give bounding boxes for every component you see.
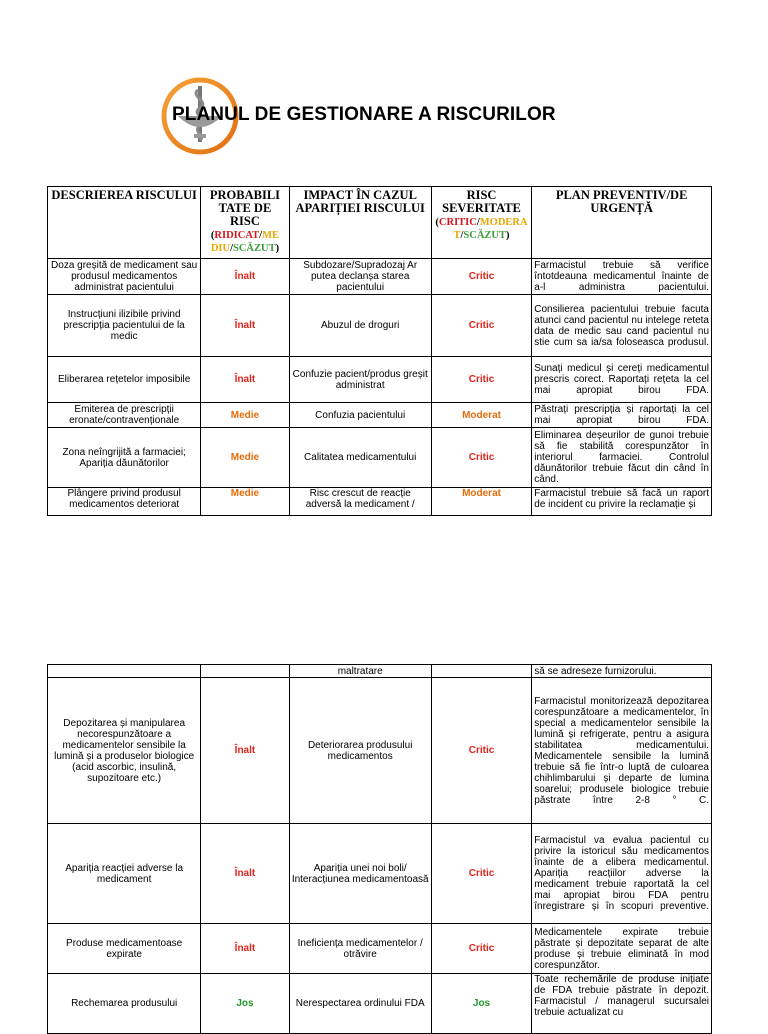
risk-description: Doza greșită de medicament sau produsul medicamentos administrat pacientului — [48, 259, 201, 295]
risk-probability: Medie — [201, 428, 289, 488]
risk-severity: Moderat — [431, 403, 532, 428]
risk-probability: Înalt — [201, 678, 289, 824]
risk-table-page-1 — [47, 186, 712, 516]
table-row — [48, 259, 712, 295]
risk-severity: Critic — [431, 357, 532, 403]
risk-probability: Înalt — [201, 924, 289, 974]
risk-probability — [201, 665, 289, 678]
risk-severity: Jos — [431, 974, 532, 1034]
risk-severity: Critic — [431, 295, 532, 357]
risk-impact: Confuzie pacient/produs greșit administrat — [289, 357, 431, 403]
risk-description: Eliberarea rețetelor imposibile — [48, 357, 201, 403]
risk-severity — [431, 665, 532, 678]
table-row — [48, 924, 712, 974]
header-impact: IMPACT ÎN CAZUL APARIȚIEI RISCULUI — [289, 187, 431, 259]
risk-severity: Critic — [431, 824, 532, 924]
risk-severity: Critic — [431, 924, 532, 974]
risk-description: Emiterea de prescripții eronate/contravenționale — [48, 403, 201, 428]
risk-impact: Nerespectarea ordinului FDA — [289, 974, 431, 1034]
risk-impact: Subdozare/Supradozaj Ar putea declanșa starea pacientului — [289, 259, 431, 295]
risk-impact: Ineficiența medicamentelor / otrăvire — [289, 924, 431, 974]
risk-impact: Apariția unei noi boli/ Interacțiunea medicamentoasă — [289, 824, 431, 924]
risk-description: Rechemarea produsului — [48, 974, 201, 1034]
risk-impact: Deteriorarea produsului medicamentos — [289, 678, 431, 824]
risk-plan: Sunați medicul și cereți medicamentul prescris corect. Raportați rețeta la cel mai apropiat birou FDA. — [532, 357, 712, 403]
risk-severity: Critic — [431, 428, 532, 488]
table-row — [48, 488, 712, 516]
table-row — [48, 403, 712, 428]
header-probability: PROBABILI TATE DE RISC (RIDICAT/ME DIU/SCĂZUT) — [201, 187, 289, 259]
risk-table-page-2 — [47, 664, 712, 1034]
risk-probability: Înalt — [201, 295, 289, 357]
risk-severity: Moderat — [431, 488, 532, 516]
risk-probability: Medie — [201, 403, 289, 428]
risk-plan: Farmacistul va evalua pacientul cu privire la istoricul său medicamentos înainte de a elibera medicamentul. Apariția reacțiilor adverse la medicament trebuie raportată la cel mai apropiat birou FDA pentru înregistrare și în scopuri preventive. — [532, 824, 712, 924]
table-row — [48, 824, 712, 924]
risk-impact: maltratare — [289, 665, 431, 678]
risk-impact: Risc crescut de reacție adversă la medicament / — [289, 488, 431, 516]
risk-description: Produse medicamentoase expirate — [48, 924, 201, 974]
severity-legend: (CRITIC/MODERA T/SCĂZUT) — [435, 217, 528, 241]
table-row — [48, 428, 712, 488]
risk-description: Apariția reacției adverse la medicament — [48, 824, 201, 924]
risk-description: Zona neîngrijită a farmaciei; Apariția dăunătorilor — [48, 428, 201, 488]
risk-plan: Consilierea pacientului trebuie facuta atunci cand pacientul nu intelege reteta data de medic sau cand pacientul nu stie cum sa ia/sa foloseasca produsul. — [532, 295, 712, 357]
header-severity: RISC SEVERITATE (CRITIC/MODERA T/SCĂZUT) — [431, 187, 532, 259]
table-row — [48, 357, 712, 403]
risk-plan: Medicamentele expirate trebuie păstrate și depozitate separat de alte produse și trebuie eliminată în mod corespunzător. — [532, 924, 712, 974]
risk-probability: Înalt — [201, 824, 289, 924]
table-row — [48, 974, 712, 1034]
risk-description: Instrucțiuni ilizibile privind prescripția pacientului de la medic — [48, 295, 201, 357]
risk-probability: Înalt — [201, 357, 289, 403]
table-header-row — [48, 187, 712, 259]
table-row — [48, 678, 712, 824]
risk-impact: Abuzul de droguri — [289, 295, 431, 357]
risk-severity: Critic — [431, 678, 532, 824]
risk-probability: Medie — [201, 488, 289, 516]
risk-severity: Critic — [431, 259, 532, 295]
risk-plan: Farmacistul trebuie să facă un raport de incident cu privire la reclamație și — [532, 488, 712, 516]
probability-legend: (RIDICAT/ME DIU/SCĂZUT) — [210, 230, 280, 254]
table-row — [48, 665, 712, 678]
risk-plan: Farmacistul trebuie să verifice întotdeauna medicamentul înainte de a-l administra pacientului. — [532, 259, 712, 295]
risk-probability: Jos — [201, 974, 289, 1034]
header-description: DESCRIEREA RISCULUI — [48, 187, 201, 259]
risk-plan: Păstrați prescripția și raportați la cel mai apropiat birou FDA. — [532, 403, 712, 428]
risk-plan: Eliminarea deșeurilor de gunoi trebuie să fie stabilită corespunzător în interiorul farmaciei. Controlul dăunătorilor trebuie făcut din când în când. — [532, 428, 712, 488]
page-title: PLANUL DE GESTIONARE A RISCURILOR — [172, 104, 556, 125]
risk-probability: Înalt — [201, 259, 289, 295]
risk-impact: Confuzia pacientului — [289, 403, 431, 428]
header-plan: PLAN PREVENTIV/DE URGENȚĂ — [532, 187, 712, 259]
risk-description: Plângere privind produsul medicamentos deteriorat — [48, 488, 201, 516]
risk-description — [48, 665, 201, 678]
risk-impact: Calitatea medicamentului — [289, 428, 431, 488]
risk-description: Depozitarea și manipularea necorespunzătoare a medicamentelor sensibile la lumină și a produselor biologice (acid ascorbic, insulină, supozitoare etc.) — [48, 678, 201, 824]
risk-plan: Toate rechemările de produse inițiate de FDA trebuie păstrate în depozit. Farmacistul / managerul sucursalei trebuie actualizat cu — [532, 974, 712, 1034]
risk-plan: Farmacistul monitorizează depozitarea corespunzătoare a medicamentelor, în special a medicamentelor sensibile la lumină și refrigerate, pentru a asigura stabilitatea medicamentului. Medicamentele sensibile la lumină trebuie să fie într-o luptă de culoarea chihlimbarului și departe de lumina soarelui; produsele biologice trebuie păstrate între 2-8 ° C. — [532, 678, 712, 824]
table-row — [48, 295, 712, 357]
risk-plan: să se adreseze furnizorului. — [532, 665, 712, 678]
